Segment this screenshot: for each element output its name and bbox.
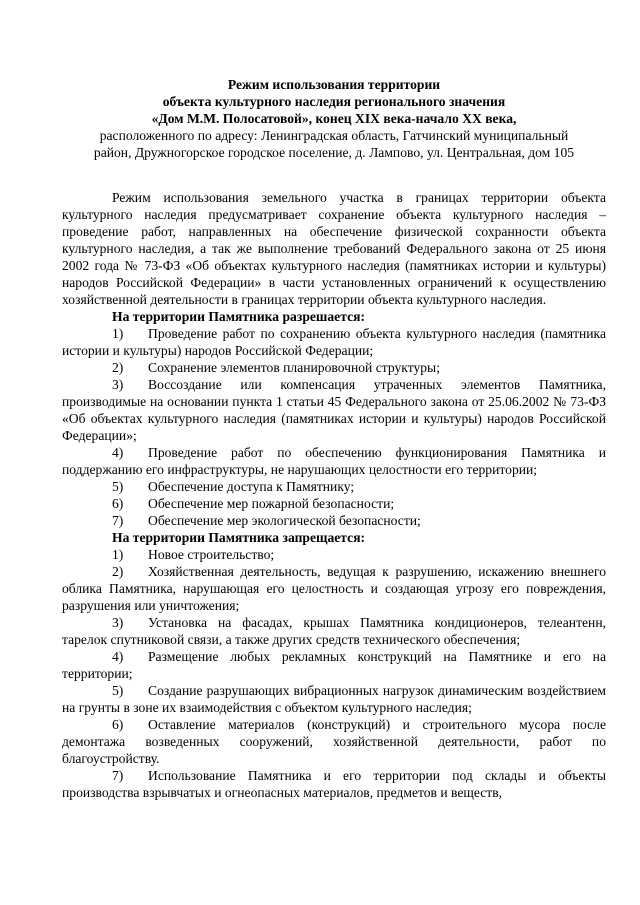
item-number: 7) [112, 513, 124, 528]
item-text: Размещение любых рекламных конструкций на Памятнике и его на территории; [62, 649, 606, 681]
item-number: 2) [112, 360, 124, 375]
list-item [62, 444, 606, 478]
section-gap [62, 161, 606, 189]
document-title [62, 76, 606, 127]
item-number: 3) [112, 377, 124, 392]
item-number: 7) [112, 768, 124, 783]
item-text: Новое строительство; [148, 547, 275, 562]
item-text: Создание разрушающих вибрационных нагрузок динамическим воздействием на грунты в зоне их взаимодействия с объектом культурного наследия; [62, 683, 606, 715]
list-item [62, 682, 606, 716]
intro-paragraph: Режим использования земельного участка в границах территории объекта культурного наследия предусматривает сохранение объекта культурного наследия – проведение работ, направленных на обеспечение физической сохранности объекта культурного наследия, а так же выполнение требований Федерального закона от 25 июня 2002 года № 73-ФЗ «Об объектах культурного наследия (памятниках истории и культуры) народов Российской Федерации» в части установленных ограничений к осуществлению хозяйственной деятельности в границах территории объекта культурного наследия. [62, 190, 606, 307]
forbidden-list [62, 546, 606, 801]
item-number: 5) [112, 479, 124, 494]
address-line: район, Дружногорское городское поселение, д. Лампово, ул. Центральная, дом 105 [93, 145, 575, 160]
item-text: Хозяйственная деятельность, ведущая к разрушению, искажению внешнего облика Памятника, нарушающая его целостность и создающая угрозу его повреждения, разрушения или уничтожения; [62, 564, 606, 613]
item-number: 6) [112, 717, 124, 732]
item-text: Проведение работ по обеспечению функционирования Памятника и поддержанию его инфраструктуры, не нарушающих целостности его территории; [62, 445, 606, 477]
item-number: 1) [112, 326, 124, 341]
item-number: 5) [112, 683, 124, 698]
list-item [62, 325, 606, 359]
document-page [62, 76, 606, 801]
list-item [62, 546, 606, 563]
item-text: Обеспечение мер пожарной безопасности; [148, 496, 395, 511]
item-number: 2) [112, 564, 124, 579]
item-text: Воссоздание или компенсация утраченных элементов Памятника, производимые на основании пункта 1 статьи 45 Федерального закона от 25.06.2002 № 73-ФЗ «Об объектах культурного наследия (памятниках истории и культуры) народов Российской Федерации»; [62, 377, 606, 443]
item-text: Использование Памятника и его территории под склады и объекты производства взрывчатых и огнеопасных материалов, предметов и веществ, [62, 768, 606, 800]
item-text: Установка на фасадах, крышах Памятника кондиционеров, телеантенн, тарелок спутниковой связи, а также других средств технического обеспечения; [62, 615, 606, 647]
allowed-list [62, 325, 606, 529]
list-item [62, 563, 606, 614]
list-item [62, 478, 606, 495]
item-text: Обеспечение мер экологической безопасности; [148, 513, 421, 528]
list-item [62, 495, 606, 512]
forbidden-heading: На территории Памятника запрещается: [112, 530, 366, 545]
allowed-heading: На территории Памятника разрешается: [112, 309, 365, 324]
list-item [62, 376, 606, 444]
item-number: 1) [112, 547, 124, 562]
list-item [62, 359, 606, 376]
list-item [62, 648, 606, 682]
item-number: 4) [112, 445, 124, 460]
item-number: 6) [112, 496, 124, 511]
title-line: объекта культурного наследия регионального значения [162, 94, 506, 109]
item-text: Оставление материалов (конструкций) и строительного мусора после демонтажа возведенных сооружений, хозяйственной деятельности, работ по благоустройству. [62, 717, 606, 766]
item-text: Обеспечение доступа к Памятнику; [148, 479, 355, 494]
address-line: расположенного по адресу: Ленинградская область, Гатчинский муниципальный [99, 128, 569, 143]
list-item [62, 716, 606, 767]
title-line: Режим использования территории [227, 77, 441, 92]
list-item [62, 512, 606, 529]
list-item [62, 614, 606, 648]
item-number: 3) [112, 615, 124, 630]
item-text: Проведение работ по сохранению объекта культурного наследия (памятника истории и культуры) народов Российской Федерации; [62, 326, 606, 358]
title-line: «Дом М.М. Полосатовой», конец XIX века-начало XX века, [151, 111, 517, 126]
document-address [62, 127, 606, 161]
item-number: 4) [112, 649, 124, 664]
item-text: Сохранение элементов планировочной структуры; [148, 360, 440, 375]
list-item [62, 767, 606, 801]
